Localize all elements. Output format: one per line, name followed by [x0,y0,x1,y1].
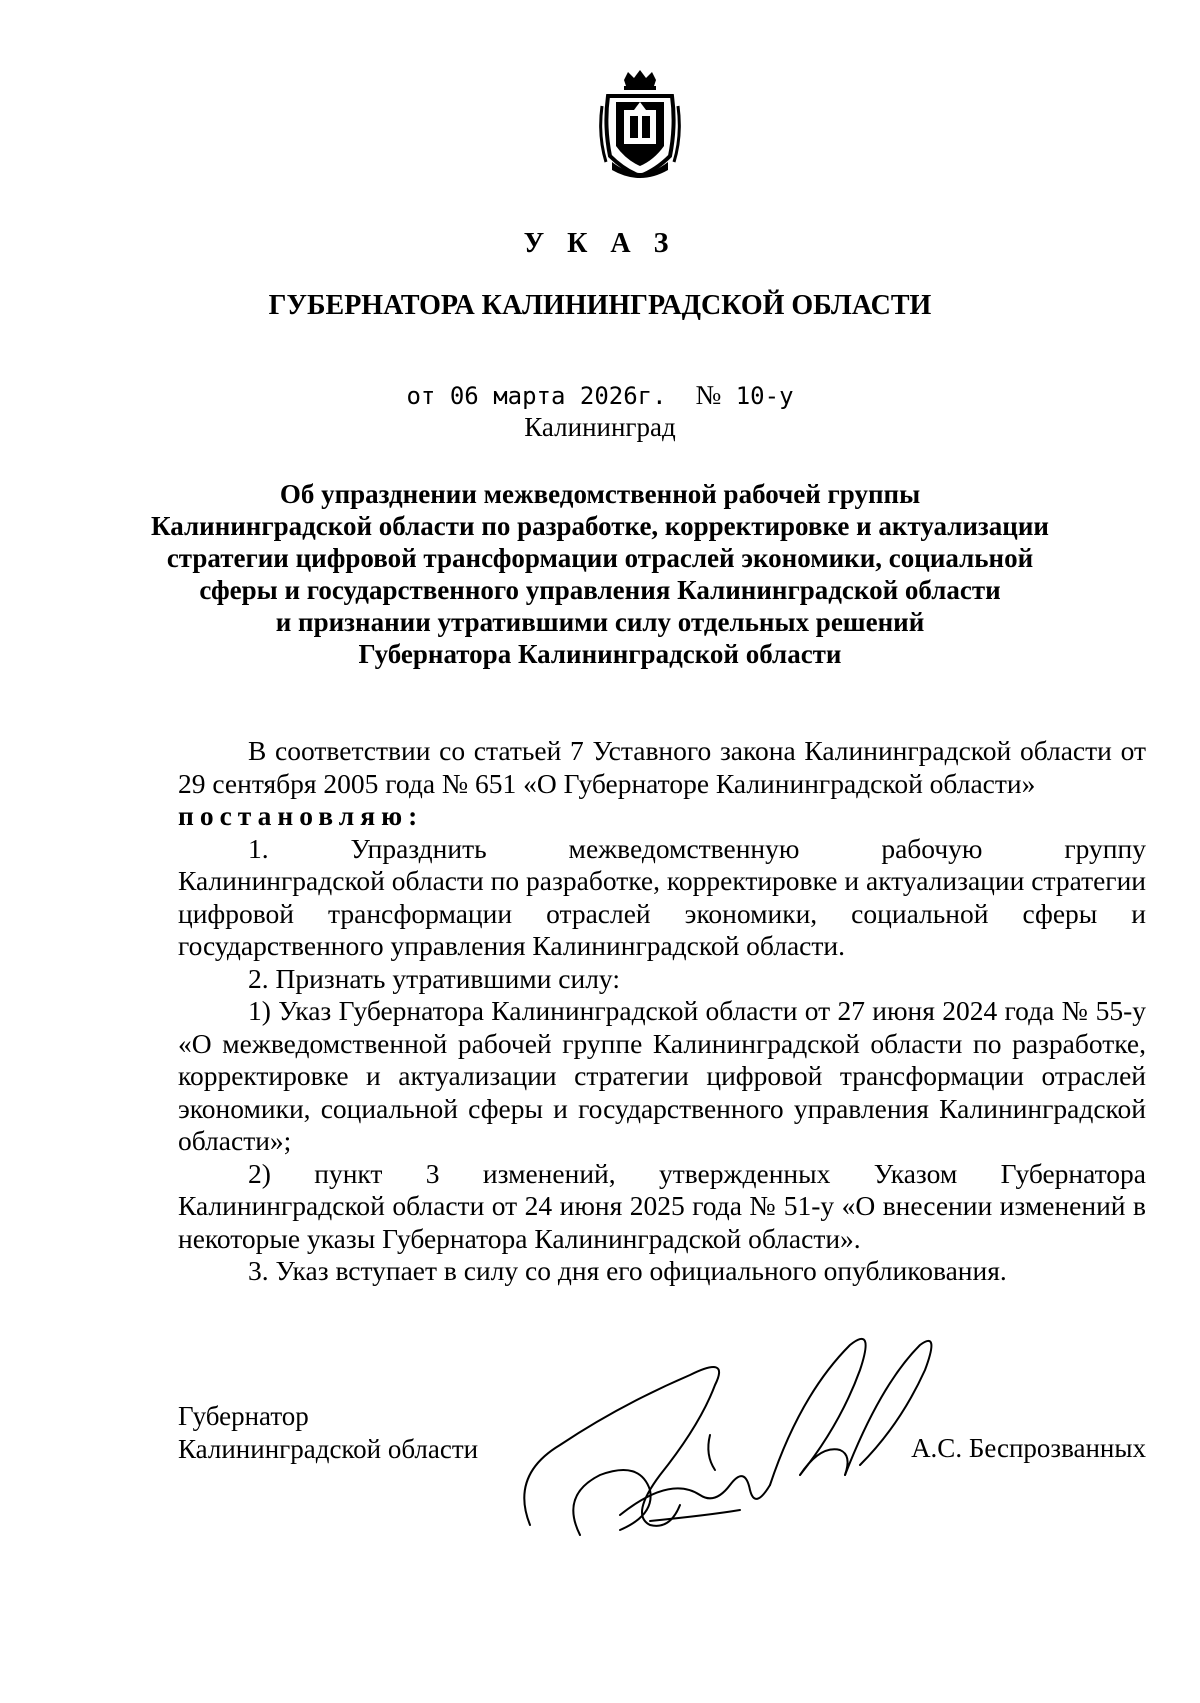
item-2-2-text: Калининградской области от 24 июня 2025 года № 51-у «О внесении изменений в некоторые указы Губернатора Калининградской области». [178,1190,1146,1254]
document-body [178,735,1146,1288]
decree-word: постановляю: [178,800,424,831]
position-line: Калининградской области [178,1434,479,1464]
city: Калининград [524,412,676,442]
document-title [0,478,1200,670]
item-1-text: Калининградской области по разработке, корректировке и актуализации стратегии цифровой трансформации отраслей экономики, социальной сферы и государственного управления Калининградской области. [178,865,1146,961]
issuer-title: ГУБЕРНАТОРА КАЛИНИНГРАДСКОЙ ОБЛАСТИ [268,290,932,321]
item-2-2-first-line: 2) пункт 3 изменений, утвержденных Указом Губернатора [248,1157,1146,1189]
title-line: стратегии цифровой трансформации отраслей экономики, социальной [166,543,1034,573]
item-2: 2. Признать утратившими силу: [248,962,620,994]
coat-of-arms-emblem [594,66,686,184]
title-line: сферы и государственного управления Калининградской области [199,575,1001,605]
title-line: и признании утратившими силу отдельных решений [275,607,925,637]
position-line: Губернатор [178,1401,309,1431]
title-line: Губернатора Калининградской области [358,639,842,669]
signatory-position [178,1400,478,1466]
document-type: У К А З [523,228,677,259]
handwritten-signature [500,1325,940,1555]
item-1-first-line: 1. Упразднить межведомственную рабочую группу [248,832,1146,864]
date-prefix: от [406,382,436,410]
preamble: В соответствии со статьей 7 Уставного закона Калининградской области от 29 сентября 2005 года № 651 «О Губернаторе Калининградской области» [178,735,1146,799]
item-3: 3. Указ вступает в силу со дня его официального опубликования. [248,1255,1007,1286]
document-number: 10-у [735,382,794,410]
title-line: Об упразднении межведомственной рабочей группы [279,479,921,509]
number-sign: № [695,380,722,410]
date-number-line [0,380,1200,411]
item-2-1: 1) Указ Губернатора Калининградской области от 27 июня 2024 года № 55-у «О межведомственной рабочей группе Калининградской области по разработке, корректировке и актуализации стратегии цифровой трансформации отраслей экономики, социальной сферы и государственного управления Калининградской области»; [178,995,1146,1156]
signatory-name: А.С. Беспрозванных [911,1433,1146,1463]
title-line: Калининградской области по разработке, корректировке и актуализации [151,511,1049,541]
document-date: 06 марта 2026г. [449,382,667,410]
